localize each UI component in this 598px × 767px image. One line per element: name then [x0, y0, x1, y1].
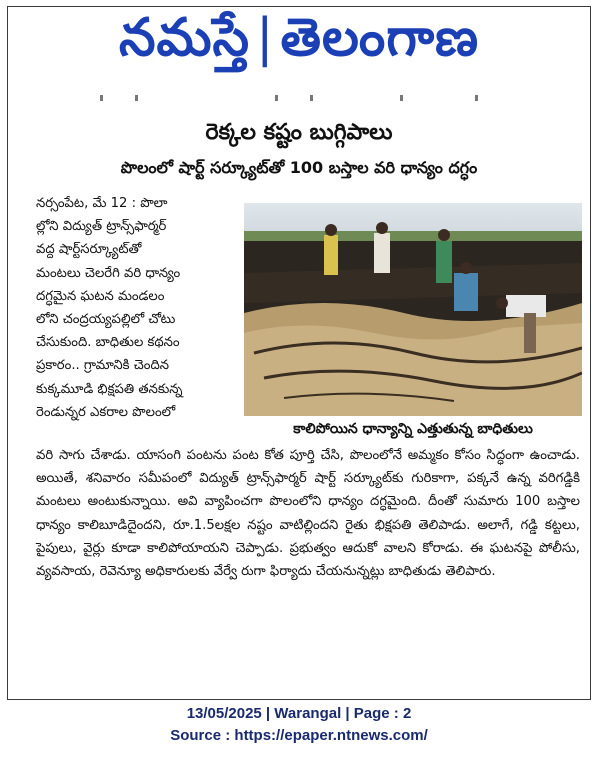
column-line: ప్రకారం.. గ్రామానికి చెందిన — [36, 358, 170, 374]
column-line: చేసుకుంది. బాధితుల కథనం — [36, 335, 180, 351]
newspaper-masthead — [0, 8, 598, 68]
masthead-left: నమస్తే — [118, 8, 250, 68]
article-column — [36, 192, 232, 424]
column-line: రెండున్నర ఎకరాల పొలంలో — [36, 404, 176, 420]
footer-date-edition: 13/05/2025 | Warangal | Page : 2 — [186, 705, 412, 722]
column-line: కుక్కమూడి భిక్షపతి తనకున్న — [36, 381, 183, 397]
article-subheadline: పొలంలో షార్ట్ సర్క్యూట్‌తో 100 బస్తాల వరి ధాన్యం దగ్ధం — [120, 158, 478, 177]
person-figure — [324, 224, 338, 275]
article-body: వరి సాగు చేశాడు. యాసంగి పంటను పంట కోత పూర్తి చేసి, పొలంలోనే అమ్మకం కోసం సిద్ధంగా ఉంచాడు. అయితే, శనివారం సమీపంలో విద్యుత్ ట్రాన్స్‌ఫార్మర్ షార్ట్ సర్క్యూట్‌కు గురికాగా, పక్కనే ఉన్న వరిగడ్డికి మంటలు అంటుకున్నాయి. అవి వ్యాపించగా పొలంలోని ధాన్యం దగ్ధమైంది. దీంతో సుమారు 100 బస్తాల ధాన్యం కాలిబూడిదైందని, రూ.1.5లక్షల నష్టం వాటిల్లిందని రైతు భిక్షపతి తెలిపాడు. అలాగే, గడ్డి కట్టలు, పైపులు, వైర్లు కూడా కాలిపోయాయని చెప్పాడు. ప్రభుత్వం ఆదుకో వాలని కోరాడు. ఈ ఘటనపై పోలీసు, వ్యవసాయ, రెవెన్యూ అధికారులకు వేర్వే రుగా ఫిర్యాదు చేయనున్నట్లు బాధితుడు తెలిపారు. — [36, 448, 580, 580]
column-line: మంటలు చెలరేగి వరి ధాన్యం — [36, 265, 181, 281]
column-line: వద్ద షార్ట్‌సర్క్యూట్‌తో — [36, 242, 142, 258]
masthead-right: తెలంగాణ — [280, 8, 480, 68]
news-photo — [244, 203, 582, 416]
column-line: లోని చంద్రయ్యపల్లిలో చోటు — [36, 312, 176, 328]
article-headline: రెక్కల కష్టం బుగ్గిపాలు — [205, 120, 393, 145]
footer-source-link[interactable]: Source : https://epaper.ntnews.com/ — [170, 727, 428, 744]
column-line: దగ్ధమైన ఘటన మండలం — [36, 288, 165, 304]
photo-caption: కాలిపోయిన ధాన్యాన్ని ఎత్తుతున్న బాధితులు — [293, 421, 533, 437]
column-line: ల్లోని విద్యుత్ ట్రాన్స్‌ఫార్మర్ — [36, 219, 167, 235]
print-marks — [100, 95, 480, 103]
masthead-divider: | — [255, 8, 275, 68]
column-line: నర్సంపేట, మే 12 : పొలా — [36, 196, 168, 211]
